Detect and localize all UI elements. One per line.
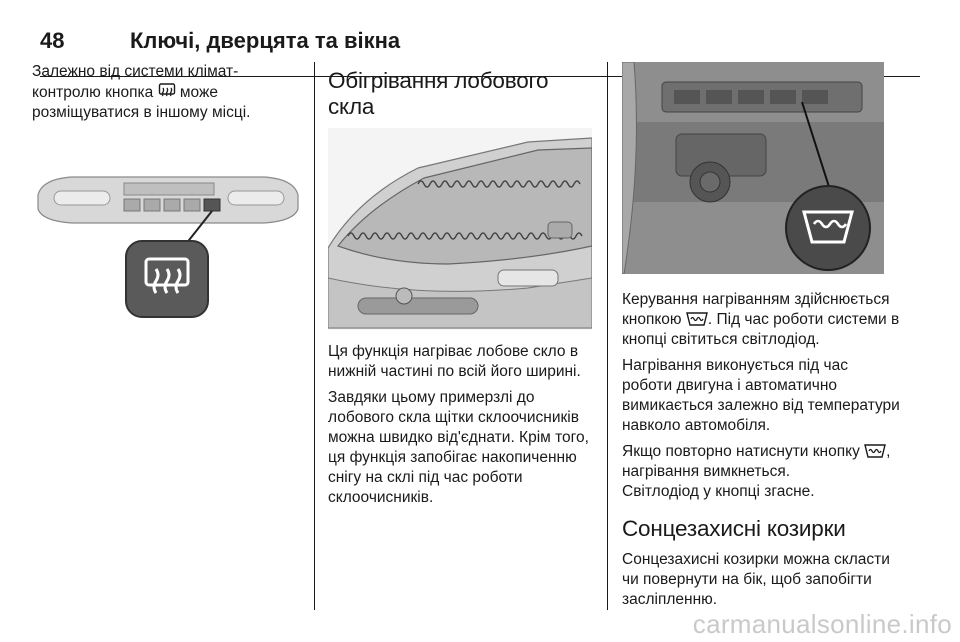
windscreen-heating-icon — [686, 311, 708, 327]
column-right — [622, 62, 902, 616]
body-paragraph: Ця функція нагріває лобове скло в нижній частині по всій його ширині. — [328, 343, 581, 380]
watermark: carmanualsonline.info — [692, 609, 952, 639]
column-divider — [607, 62, 608, 610]
body-paragraph: Завдяки цьому примерзлі до лобового скла щітки склоочисників можна швидко від'єднати. Крім того, ця функція запобігає накопиченню снігу на склі під час роботи склоочисників. — [328, 389, 589, 506]
page-title: Ключі, дверцята та вікна — [130, 28, 401, 53]
section-heading: Сонцезахисні козирки — [622, 516, 846, 541]
windscreen-illustration — [328, 128, 592, 330]
column-divider — [314, 62, 315, 610]
body-paragraph: Сонцезахисні козирки можна скласти чи повернути на бік, щоб запобігти засліпленню. — [622, 551, 890, 608]
body-paragraph: Нагрівання виконується під час роботи двигуна і автоматично вимикається залежно від температури навколо автомобіля. — [622, 357, 900, 434]
intro-paragraph: Залежно від системи клімат-контролю кнопка може розміщуватися в іншому місці. — [32, 63, 251, 121]
column-middle — [328, 62, 592, 514]
page-number: 48 — [40, 28, 65, 53]
page-header — [40, 28, 920, 52]
windscreen-heating-icon — [864, 443, 886, 459]
section-heading: Обігрівання лобового скла — [328, 68, 549, 119]
dashboard-illustration — [622, 62, 884, 274]
climate-panel-illustration — [32, 131, 304, 391]
rear-window-defrost-icon — [158, 82, 176, 100]
body-paragraph: Якщо повторно натиснути кнопку , нагрівання вимкнеться. Світлодіод у кнопці згасне. — [622, 443, 891, 500]
body-paragraph: Керування нагріванням здійснюється кнопкою . Під час роботи системи в кнопці світиться світлодіод. — [622, 291, 900, 348]
column-left — [32, 62, 304, 391]
